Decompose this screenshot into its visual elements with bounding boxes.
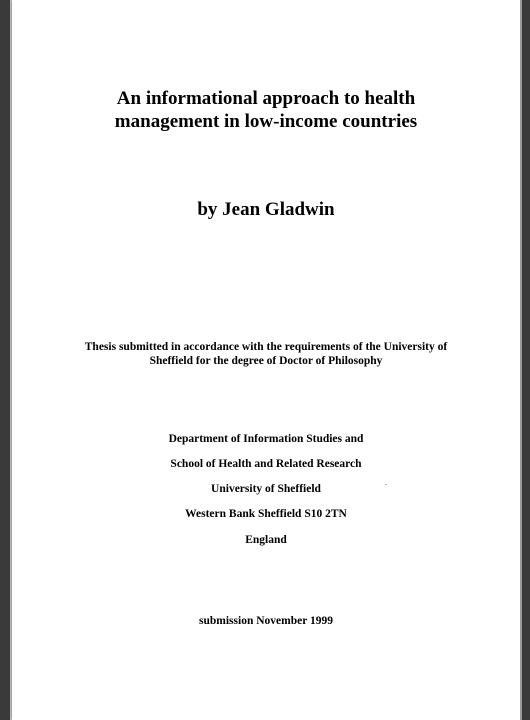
page-right-edge [520, 0, 522, 720]
author-line: by Jean Gladwin [197, 199, 335, 220]
scan-speck [385, 484, 387, 485]
affiliation-school: School of Health and Related Research [170, 458, 362, 470]
thesis-title-line-1: An informational approach to health [116, 88, 416, 109]
affiliation-address: Western Bank Sheffield S10 2TN [185, 508, 347, 520]
affiliation-country: England [245, 534, 287, 546]
thesis-title-page [12, 0, 520, 720]
affiliation-department: Department of Information Studies and [168, 433, 364, 445]
affiliation-university: University of Sheffield [211, 483, 321, 495]
thesis-title-line-2: management in low-income countries [114, 111, 418, 132]
thesis-statement-line-2: Sheffield for the degree of Doctor of Philosophy [149, 355, 383, 367]
submission-date: submission November 1999 [199, 615, 333, 627]
thesis-statement-line-1: Thesis submitted in accordance with the requirements of the University of [84, 341, 448, 353]
